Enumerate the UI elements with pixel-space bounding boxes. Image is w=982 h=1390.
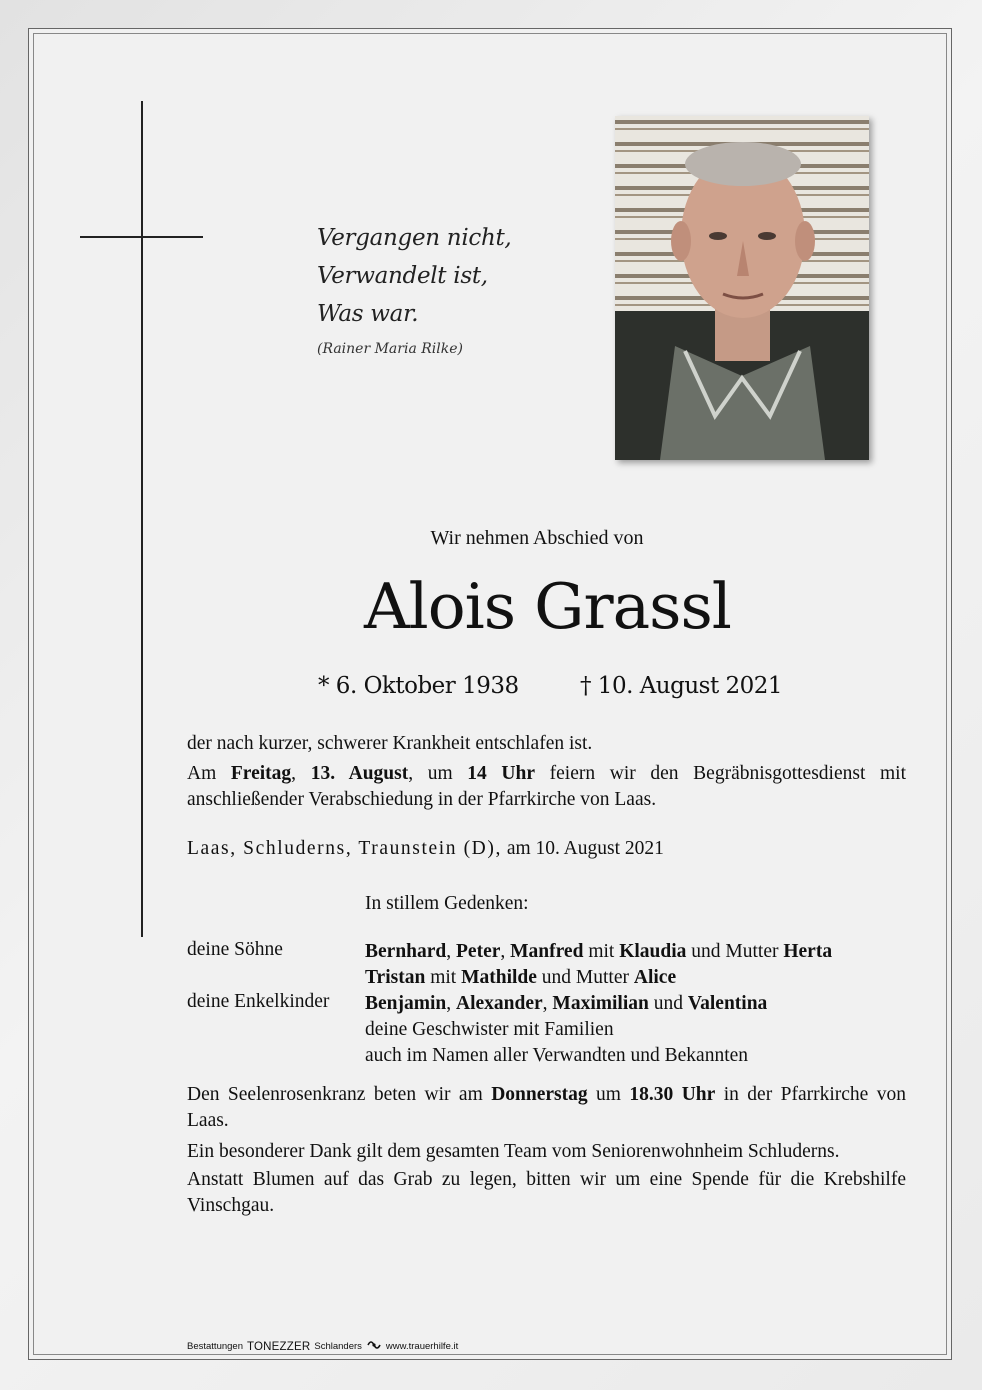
- footer-city: Schlanders: [314, 1341, 362, 1352]
- footer-url[interactable]: www.trauerhilfe.it: [385, 1341, 459, 1352]
- quote-line: Verwandelt ist,: [317, 263, 488, 289]
- death-date: † 10. August 2021: [580, 673, 783, 699]
- text-run: ,: [446, 941, 457, 962]
- cross-horizontal-bar: [80, 236, 203, 238]
- text-run: ,: [446, 993, 457, 1014]
- thanks-notice: Ein besonderer Dank gilt dem gesamten Team vom Seniorenwohnheim Schluderns.: [187, 1141, 840, 1162]
- mourner-name: Benjamin: [365, 993, 447, 1014]
- text-run: ,: [291, 763, 311, 784]
- text-run: und Mutter: [686, 941, 784, 962]
- footer-prefix: Bestattungen: [187, 1341, 243, 1352]
- funeral-day: Freitag: [230, 763, 292, 784]
- text-run: mit: [425, 967, 462, 988]
- funeral-time: 14 Uhr: [467, 763, 536, 784]
- birth-date: * 6. Oktober 1938: [318, 673, 519, 699]
- quote: [317, 219, 511, 333]
- text-run: Den Seelenrosenkranz beten wir am: [187, 1084, 492, 1105]
- donation-notice: Anstatt Blumen auf das Grab zu legen, bitten wir um eine Spende für die Krebshilfe Vinschgau.: [187, 1169, 906, 1216]
- mourner-name: Bernhard: [365, 941, 447, 962]
- grandchildren-label: deine Enkelkinder: [187, 991, 330, 1012]
- text-run: ,: [542, 993, 553, 1014]
- sons-line-2: [365, 965, 905, 991]
- rosary-day: Donnerstag: [491, 1084, 588, 1105]
- text-run: und: [648, 993, 688, 1014]
- relatives-line: auch im Namen aller Verwandten und Bekannten: [365, 1045, 749, 1066]
- deceased-name: Alois Grassl: [364, 570, 731, 643]
- passing-text: der nach kurzer, schwerer Krankheit entschlafen ist.: [187, 733, 593, 754]
- quote-line: Was war.: [317, 301, 419, 327]
- grandchildren-names: [365, 991, 905, 1017]
- farewell-intro: [0, 527, 982, 550]
- memory-heading: In stillem Gedenken:: [365, 893, 529, 914]
- text-run: in der Pfarrkirche von Laas.: [187, 1084, 906, 1131]
- text-run: feiern wir den Begräbnisgottesdienst mit anschließender Verabschiedung in der Pfarrkirche von Laas.: [187, 763, 907, 810]
- quote-line: Vergangen nicht,: [317, 225, 512, 251]
- text-run: um: [587, 1084, 630, 1105]
- mourner-name: Valentina: [687, 993, 768, 1014]
- mourner-name: Alice: [633, 967, 677, 988]
- portrait-photo: [615, 116, 869, 460]
- mourner-name: Klaudia: [619, 941, 687, 962]
- text-run: und Mutter: [536, 967, 634, 988]
- mourner-name: Maximilian: [552, 993, 649, 1014]
- mourner-name: Manfred: [510, 941, 584, 962]
- place-date: am 10. August 2021: [501, 838, 664, 859]
- text-run: Am: [187, 763, 231, 784]
- text-run: , um: [408, 763, 468, 784]
- funeral-date: 13. August: [310, 763, 409, 784]
- footer-brand: TONEZZER: [247, 1340, 311, 1353]
- siblings-line: deine Geschwister mit Familien: [365, 1019, 614, 1040]
- quote-author: (Rainer Maria Rilke): [317, 341, 463, 357]
- sons-label: deine Söhne: [187, 939, 283, 960]
- funeral-home-footer: [187, 1339, 458, 1354]
- text-run: mit: [583, 941, 620, 962]
- places-and-date: [187, 836, 906, 862]
- funeral-details: [187, 761, 906, 813]
- farewell-intro-text: Wir nehmen Abschied von: [430, 527, 644, 549]
- mourner-name: Herta: [783, 941, 833, 962]
- text-run: ,: [500, 941, 511, 962]
- cross-vertical-bar: [141, 101, 143, 937]
- mourner-name: Tristan: [365, 967, 426, 988]
- sons-line-1: [365, 939, 905, 965]
- mourner-name: Mathilde: [461, 967, 537, 988]
- mourner-name: Alexander: [456, 993, 543, 1014]
- rosary-notice: [187, 1082, 906, 1134]
- trauerhilfe-logo-icon: [366, 1339, 382, 1354]
- places: Laas, Schluderns, Traunstein (D),: [187, 838, 502, 859]
- rosary-time: 18.30 Uhr: [629, 1084, 716, 1105]
- mourner-name: Peter: [456, 941, 501, 962]
